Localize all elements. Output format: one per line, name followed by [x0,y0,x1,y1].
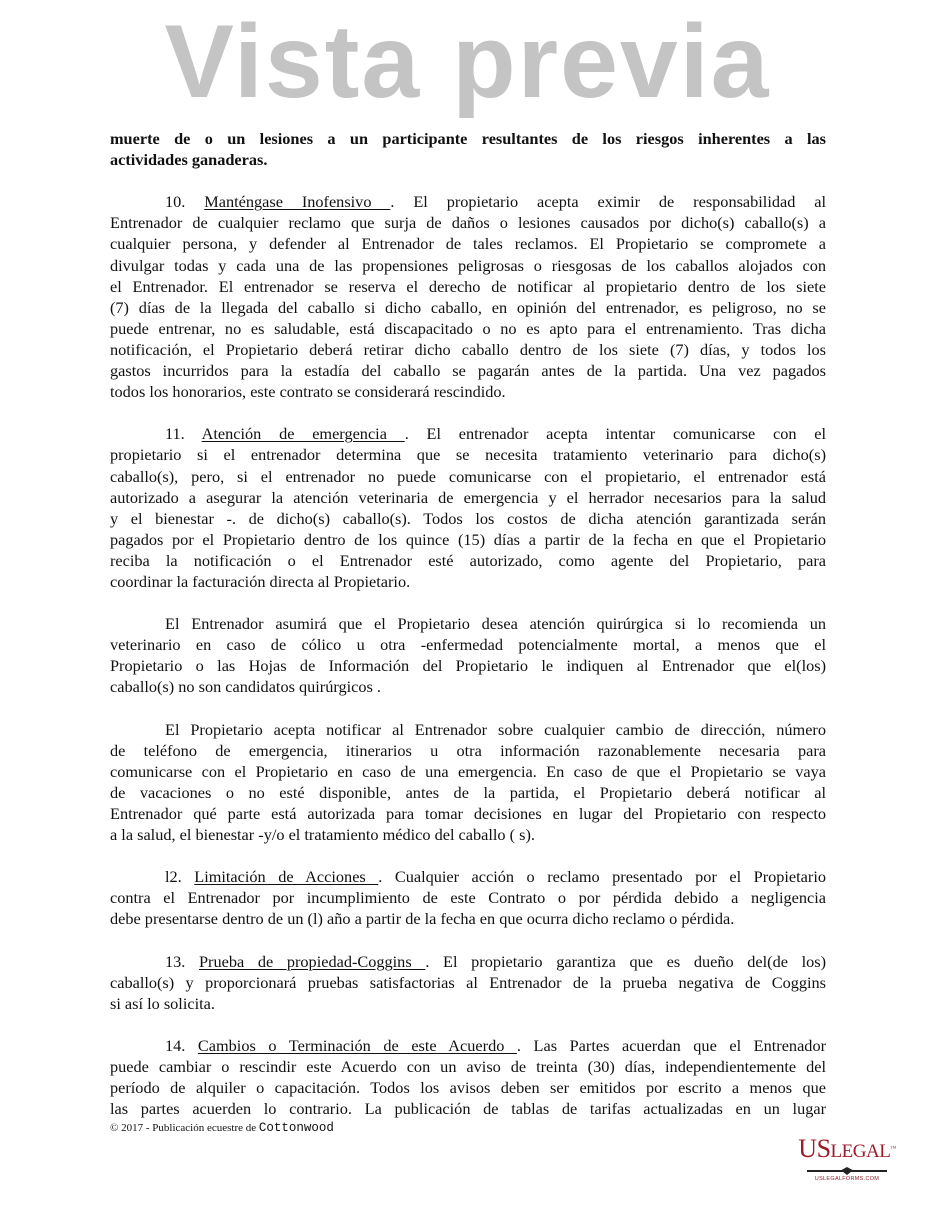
section-heading: Cambios o Terminación de este Acuerdo [197,1036,517,1056]
text-line: caballo(s) no son candidatos quirúrgicos . [110,677,381,697]
paragraph [110,423,826,592]
text-line: a la salud, el bienestar -y/o el tratamiento médico del caballo ( s). [110,825,535,845]
text-line: propietario si el entrenador determina que se necesita tratamiento veterinario para dicho(s) [110,445,826,465]
text-line: si así lo solicita. [110,993,215,1013]
paragraph [110,128,826,170]
paragraph-gap [110,930,826,951]
paragraph [110,719,826,846]
text-line: puede cambiar o rescindir este Acuerdo con un aviso de treinta (30) días, independientemente del [110,1057,826,1077]
logo-legal: LEGAL [830,1141,891,1162]
text-segment: El Entrenador asumirá que el Propietario desea atención quirúrgica si lo recomienda un [165,614,826,634]
text-segment: . Cualquier acción o reclamo presentado por el Propietario [378,867,826,887]
text-segment: 10. [165,192,205,212]
paragraph-gap [110,402,826,423]
copyright-text: © 2017 - Publicación ecuestre de [110,1122,259,1134]
text-segment: l2. [165,867,195,887]
text-line [110,1035,826,1056]
paragraph-gap [110,592,826,613]
publisher-name: Cottonwood [258,1121,334,1135]
text-line [110,613,826,634]
section-heading: Limitación de Acciones [194,867,379,887]
text-line: debe presentarse dentro de un (l) año a partir de la fecha en que ocurra dicho reclamo o pérdida. [110,909,735,929]
text-segment: 14. [165,1036,198,1056]
text-line: caballo(s), pero, si el entrenador no puede comunicarse con el propietario, el entrenador está [110,466,826,486]
text-line: autorizado a asegurar la atención veterinaria de emergencia y el herrador necesarios para la salud [110,487,826,507]
paragraph [110,1035,826,1119]
text-line: Propietario o las Hojas de Información del Propietario le indiquen al Entrenador que el(los) [110,656,826,676]
paragraph [110,613,826,697]
text-line [110,951,826,972]
text-line: cualquier persona, y defender al Entrenador de tales reclamos. El Propietario se compromete a [110,234,826,254]
preview-watermark: Vista previa [164,6,771,118]
text-segment: 11. [165,424,202,444]
text-line: coordinar la facturación directa al Propietario. [110,571,411,591]
document-body [110,128,826,1119]
text-line: (7) días de la llegada del caballo si dicho caballo, en opinión del entrenador, es peligroso, no se [110,297,826,317]
paragraph-gap [110,1014,826,1035]
text-line: puede entrenar, no es saludable, está discapacitado o no es apto para el entrenamiento. Tras dicha [110,318,826,338]
paragraph [110,191,826,402]
text-line: de teléfono de emergencia, itinerarios u otra información razonablemente necesaria para [110,740,826,760]
text-line [110,866,826,887]
text-line: comunicarse con el Propietario en caso de una emergencia. En caso de que el Propietario se vaya [110,761,826,781]
text-line: muerte de o un lesiones a un participante resultantes de los riesgos inherentes a las [110,129,826,148]
paragraph-gap [110,698,826,719]
paragraph [110,866,826,929]
text-line: Entrenador qué parte está autorizada para tomar decisiones en lugar del Propietario con respecto [110,804,826,823]
text-line: las partes acuerden lo contrario. La publicación de tablas de tarifas actualizadas en un lugar [110,1099,826,1119]
text-line [110,719,826,740]
text-line [110,191,826,212]
section-heading: Atención de emergencia [201,424,405,444]
text-line: notificación, el Propietario deberá retirar dicho caballo dentro de los siete (7) días, y todos los [110,339,826,359]
text-segment: El Propietario acepta notificar al Entrenador sobre cualquier cambio de dirección, número [165,719,826,739]
text-line: divulgar todas y cada una de las propensiones peligrosas o riesgosas de los caballos alojados con [110,255,826,275]
text-line: de vacaciones o no esté disponible, antes de la partida, el Propietario deberá notificar al [110,782,826,802]
uslegal-logo [792,1136,902,1182]
footer-copyright [110,1121,334,1135]
logo-us: US [798,1134,831,1163]
text-line: caballo(s) y proporcionará pruebas satisfactorias al Entrenador de la prueba negativa de Coggins [110,972,826,992]
text-line: reciba la notificación o el Entrenador esté autorizado, como agente del Propietario, para [110,550,826,570]
text-line: período de alquiler o capacitación. Todos los avisos deben ser emitidos por escrito a menos que [110,1078,826,1098]
text-segment: 13. [165,951,199,971]
section-heading: Manténgase Inofensivo [204,192,391,212]
text-line: Entrenador de cualquier reclamo que surja de daños o lesiones causados por dicho(s) caballo(s) a [110,213,826,233]
text-segment: . El propietario acepta eximir de responsabilidad al [390,192,827,212]
text-line: actividades ganaderas. [110,150,268,170]
text-line: gastos incurridos para la estadía del caballo se pagarán antes de la partida. Una vez pagados [110,361,826,381]
paragraph-gap [110,845,826,866]
text-line: y el bienestar -. de dicho(s) caballo(s). Todos los costos de dicha atención garantizada serán [110,508,826,528]
text-segment: . El propietario garantiza que es dueño del(de los) [425,951,827,971]
logo-url: USLEGALFORMS.COM [814,1176,880,1182]
eagle-icon [807,1167,887,1175]
paragraph-gap [110,170,826,191]
text-line: veterinario en caso de cólico u otra -enfermedad potencialmente mortal, a menos que el [110,635,826,655]
text-segment: . El entrenador acepta intentar comunicarse con el [404,424,826,444]
text-line: contra el Entrenador por incumplimiento de este Contrato o por pérdida debido a negligencia [110,888,826,908]
logo-tm: ™ [890,1146,896,1152]
text-line: el Entrenador. El entrenador se reserva el derecho de notificar al propietario dentro de los siete [110,276,826,296]
text-line: todos los honorarios, este contrato se considerará rescindido. [110,382,506,402]
section-heading: Prueba de propiedad-Coggins [199,951,426,971]
text-segment: . Las Partes acuerdan que el Entrenador [516,1036,827,1056]
text-line: pagados por el Propietario dentro de los quince (15) días a partir de la fecha en que el Propietario [110,529,826,549]
paragraph [110,951,826,1014]
text-line [110,423,826,444]
